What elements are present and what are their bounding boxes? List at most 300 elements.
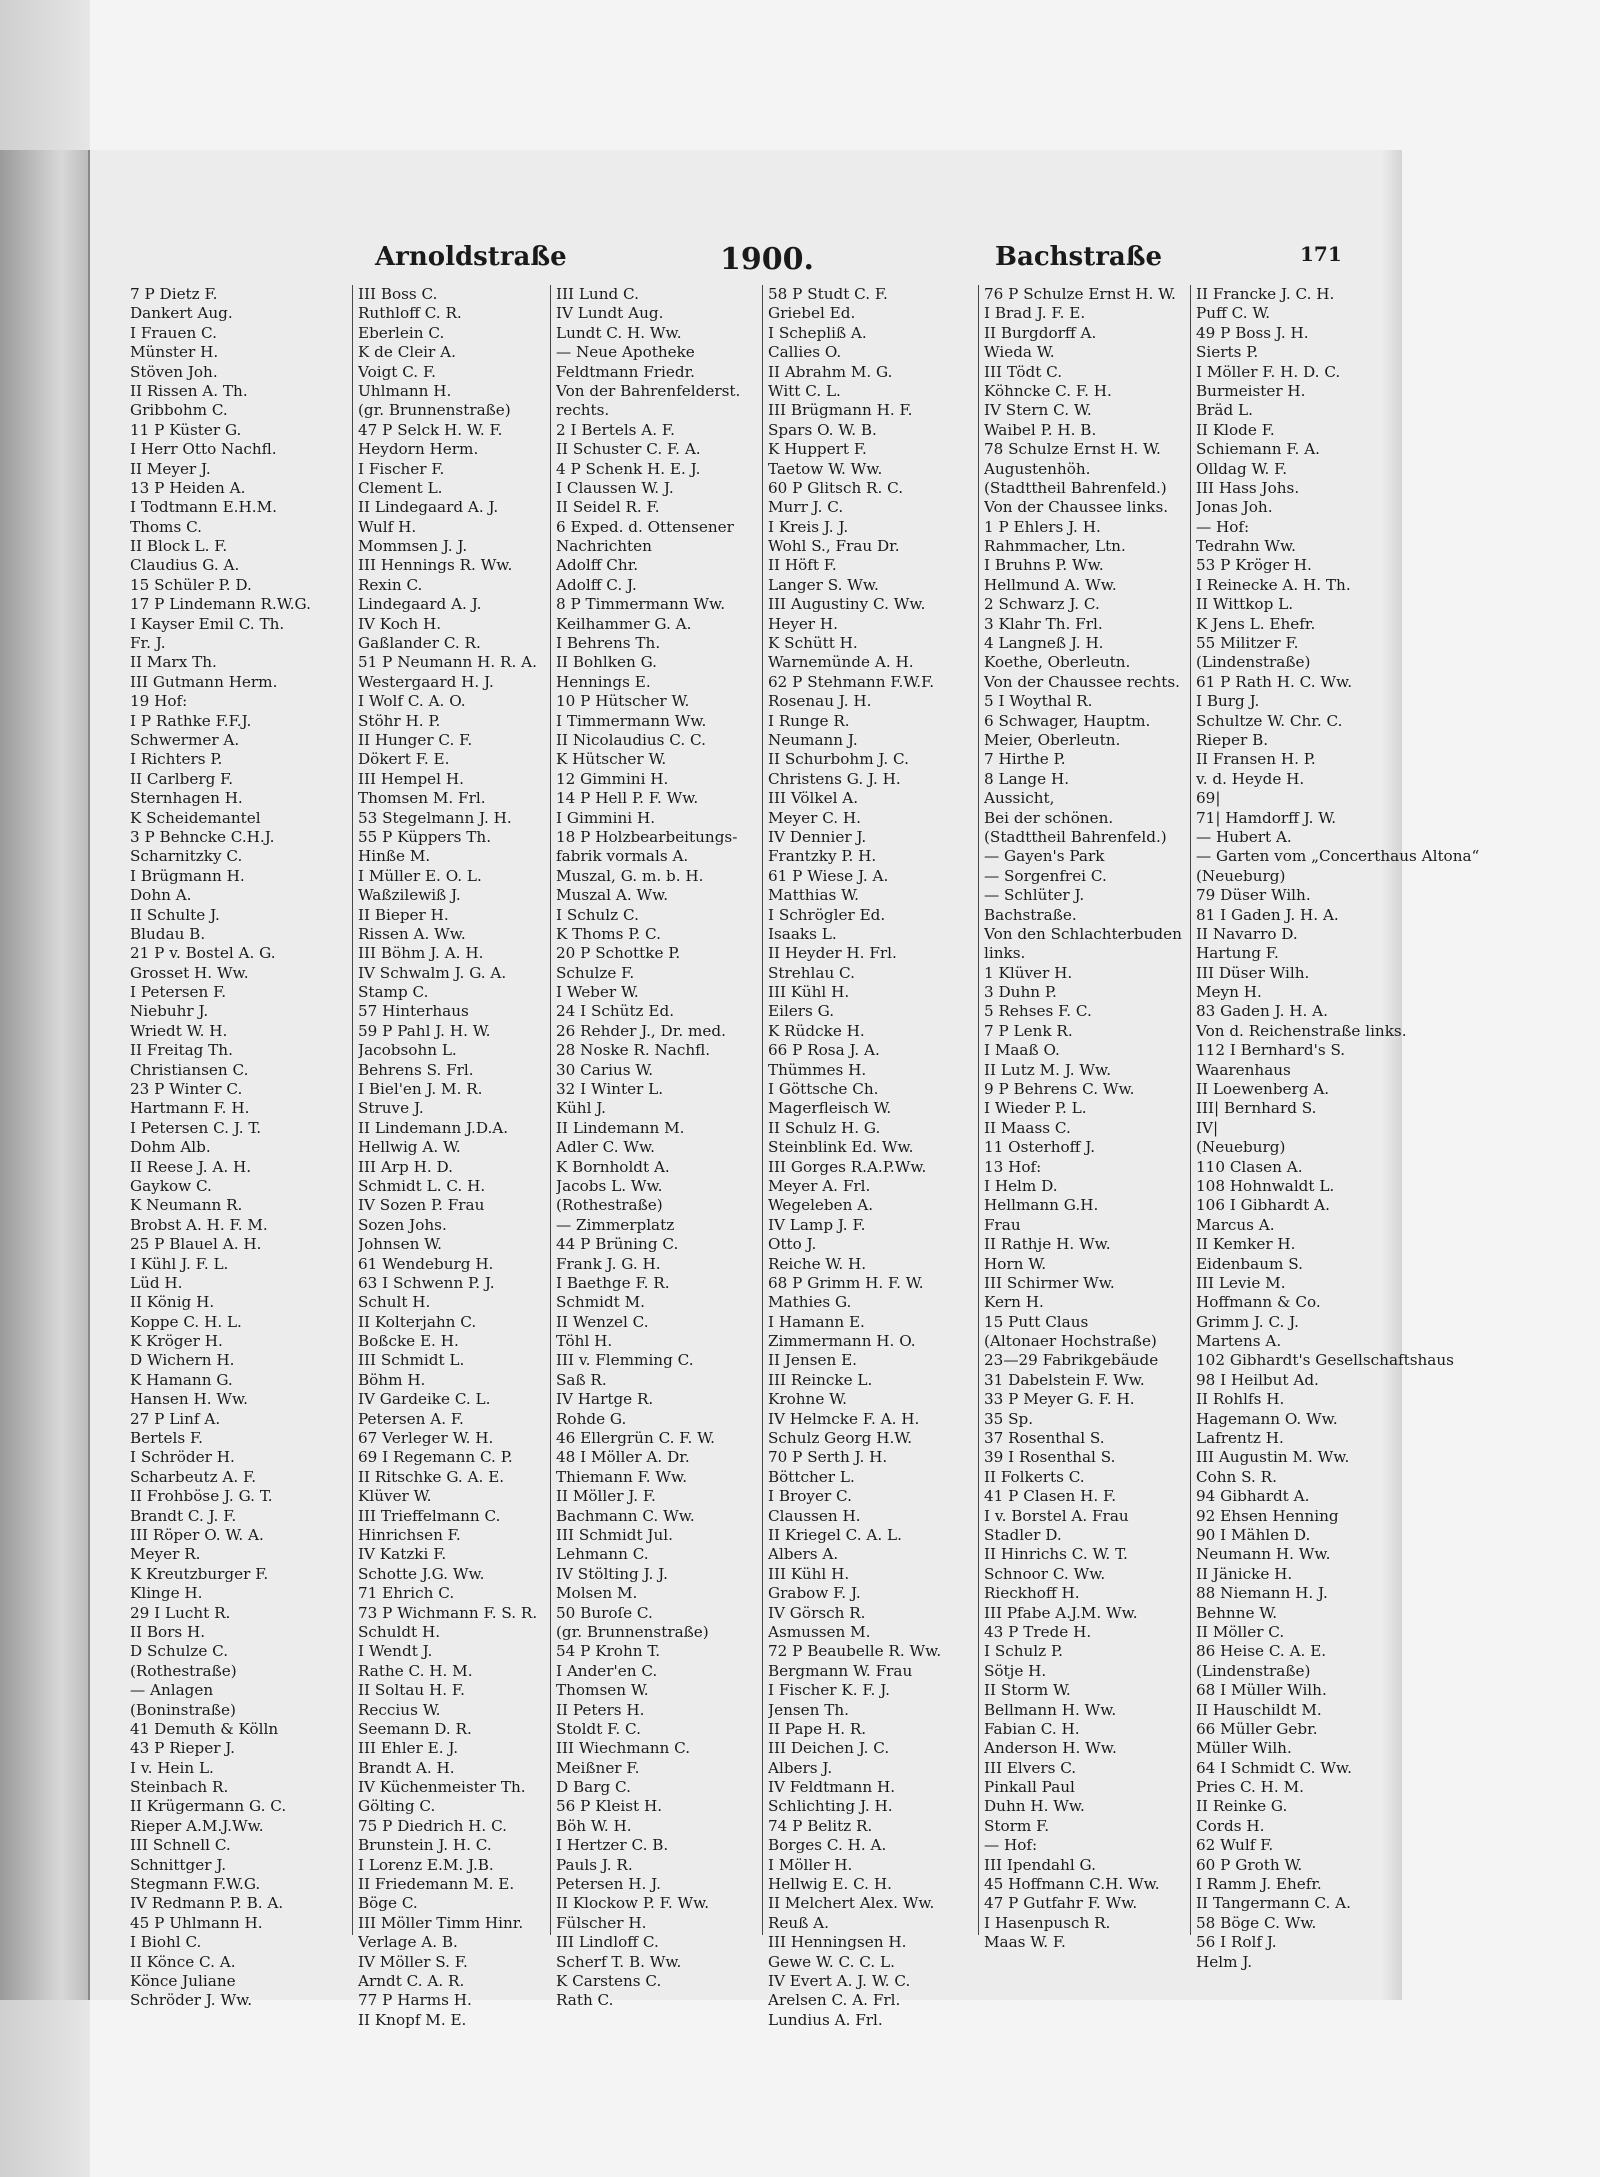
directory-entry: 10 P Hütscher W. <box>556 692 690 711</box>
directory-entry: Pinkall Paul <box>984 1778 1075 1797</box>
directory-entry: II Höft F. <box>768 556 837 575</box>
directory-entry: Hinrichsen F. <box>358 1526 461 1544</box>
directory-entry: Hellwig A. W. <box>358 1138 461 1157</box>
directory-entry: 33 P Meyer G. F. H. <box>984 1390 1135 1409</box>
directory-entry: II Navarro D. <box>1196 924 1298 943</box>
directory-entry: I Helm D. <box>984 1176 1058 1195</box>
directory-entry: 31 Dabelstein F. Ww. <box>984 1370 1145 1389</box>
directory-entry: III Möller Timm Hinr. <box>358 1913 524 1932</box>
directory-entry: II Hauschildt M. <box>1196 1700 1322 1719</box>
directory-entry: II Wittkop L. <box>1196 595 1294 614</box>
directory-entry: III Ipendahl G. <box>984 1855 1096 1874</box>
directory-entry: Lindegaard A. J. <box>358 595 482 614</box>
directory-entry: Christens G. J. H. <box>768 769 901 788</box>
directory-entry: Scharnitzky C. <box>130 847 243 866</box>
directory-entry: Hartmann F. H. <box>130 1099 250 1118</box>
directory-entry: III Lindloff C. <box>556 1933 659 1952</box>
directory-entry: 8 Lange H. <box>984 769 1070 788</box>
directory-entry: Schulze F. <box>556 963 635 982</box>
directory-entry: K Scheidemantel <box>130 808 261 827</box>
directory-entry: Christiansen C. <box>130 1060 249 1079</box>
directory-entry: II Marx Th. <box>130 653 217 672</box>
directory-entry: Müller Wilh. <box>1196 1739 1292 1758</box>
column-divider <box>978 285 979 1935</box>
directory-entry: Hoffmann & Co. <box>1196 1293 1321 1312</box>
directory-entry: II Block L. F. <box>130 537 228 556</box>
directory-entry: Schlichting J. H. <box>768 1797 893 1816</box>
directory-entry: III Schmidt L. <box>358 1351 465 1370</box>
directory-entry: III Pfabe A.J.M. Ww. <box>984 1603 1138 1622</box>
directory-entry: Brandt A. H. <box>358 1758 455 1777</box>
directory-entry: 7 P Lenk R. <box>984 1021 1073 1040</box>
directory-entry: Schröder J. Ww. <box>130 1991 253 2010</box>
directory-entry: 3 P Behncke C.H.J. <box>130 827 275 846</box>
directory-entry: Hellwig E. C. H. <box>768 1875 892 1894</box>
directory-entry: Frank J. G. H. <box>556 1254 661 1273</box>
directory-entry: (Boninstraße) <box>130 1700 236 1719</box>
directory-entry: I Brad J. F. E. <box>984 304 1086 323</box>
directory-entry: Dökert F. E. <box>358 750 450 769</box>
directory-entry: 108 Hohnwaldt L. <box>1196 1176 1335 1195</box>
directory-entry: IV Katzki F. <box>358 1545 447 1564</box>
directory-entry: Jonas Joh. <box>1196 498 1273 517</box>
directory-entry: III Kühl H. <box>768 1564 850 1583</box>
directory-entry: III| Bernhard S. <box>1196 1099 1317 1118</box>
directory-entry: II Hunger C. F. <box>358 730 473 749</box>
directory-entry: D Schulze C. <box>130 1642 229 1661</box>
directory-entry: I Fischer F. <box>358 459 445 478</box>
directory-entry: Grabow F. J. <box>768 1584 861 1603</box>
directory-entry: III Brügmann H. F. <box>768 401 913 420</box>
directory-entry: I Gimmini H. <box>556 808 656 827</box>
directory-entry: Clement L. <box>358 478 443 497</box>
column-3 <box>556 285 740 2011</box>
directory-entry: 2 I Bertels A. F. <box>556 420 675 439</box>
directory-entry: 11 Osterhoff J. <box>984 1138 1096 1157</box>
directory-entry: Bergmann W. Frau <box>768 1661 913 1680</box>
directory-entry: II Möller J. F. <box>556 1487 656 1506</box>
directory-entry: Steinbach R. <box>130 1778 229 1797</box>
directory-entry: 112 I Bernhard's S. <box>1196 1041 1346 1060</box>
directory-entry: Voigt C. F. <box>358 362 436 381</box>
directory-entry: Gewe W. C. C. L. <box>768 1952 895 1971</box>
header-right-street: Bachstraße <box>995 242 1163 272</box>
directory-entry: Aussicht, <box>984 789 1055 808</box>
directory-entry: II Jänicke H. <box>1196 1564 1293 1583</box>
directory-entry: II Bieper H. <box>358 905 449 924</box>
directory-entry: I Broyer C. <box>768 1487 852 1506</box>
directory-entry: II Rohlfs H. <box>1196 1390 1285 1409</box>
directory-entry: (Stadttheil Bahrenfeld.) <box>984 827 1167 846</box>
directory-entry: Stamp C. <box>358 983 429 1002</box>
column-1 <box>130 285 311 2011</box>
directory-entry: Lundius A. Frl. <box>768 2010 883 2029</box>
directory-entry: Koethe, Oberleutn. <box>984 653 1131 672</box>
directory-entry: I Schulz P. <box>984 1642 1063 1661</box>
directory-entry: Waßzilewiß J. <box>358 886 461 905</box>
directory-entry: — Neue Apotheke <box>556 343 695 362</box>
column-divider <box>550 285 551 1935</box>
directory-entry: 49 P Boss J. H. <box>1196 323 1309 342</box>
directory-entry: I Möller H. <box>768 1855 853 1874</box>
directory-entry: II Lindegaard A. J. <box>358 498 499 517</box>
directory-entry: Zimmermann H. O. <box>768 1332 916 1351</box>
directory-entry: Meißner F. <box>556 1758 640 1777</box>
directory-entry: Schwermer A. <box>130 730 240 749</box>
directory-entry: Nachrichten <box>556 537 652 556</box>
directory-entry: — Hubert A. <box>1196 827 1292 846</box>
directory-entry: 17 P Lindemann R.W.G. <box>130 595 311 614</box>
directory-entry: Matthias W. <box>768 886 859 905</box>
directory-entry: Cohn S. R. <box>1196 1467 1277 1486</box>
directory-entry: 83 Gaden J. H. A. <box>1196 1002 1328 1021</box>
directory-entry: Stöven Joh. <box>130 362 218 381</box>
directory-entry: Mathies G. <box>768 1293 852 1312</box>
directory-entry: II Reinke G. <box>1196 1797 1288 1816</box>
directory-entry: Asmussen M. <box>768 1622 871 1641</box>
directory-entry: 6 Schwager, Hauptm. <box>984 711 1151 730</box>
directory-entry: Fabian C. H. <box>984 1719 1080 1738</box>
directory-entry: II Loewenberg A. <box>1196 1080 1330 1099</box>
directory-entry: Steinblink Ed. Ww. <box>768 1138 914 1157</box>
directory-entry: (Altonaer Hochstraße) <box>984 1332 1157 1351</box>
directory-entry: II Rathje H. Ww. <box>984 1235 1111 1254</box>
directory-entry: Langer S. Ww. <box>768 575 879 594</box>
directory-entry: IV Gardeike C. L. <box>358 1390 491 1409</box>
directory-entry: (Rothestraße) <box>130 1661 237 1680</box>
directory-entry: Bachstraße. <box>984 905 1077 924</box>
directory-entry: 69 I Regemann C. P. <box>358 1448 513 1467</box>
directory-entry: 68 P Grimm H. F. W. <box>768 1273 924 1292</box>
directory-entry: Thomsen M. Frl. <box>358 789 486 808</box>
directory-entry: I Schröder H. <box>130 1448 235 1467</box>
directory-entry: Hinße M. <box>358 847 431 866</box>
directory-entry: 60 P Groth W. <box>1196 1855 1303 1874</box>
directory-entry: Murr J. C. <box>768 498 844 517</box>
directory-entry: I Weber W. <box>556 983 639 1002</box>
directory-entry: Heydorn Herm. <box>358 440 479 459</box>
directory-entry: 37 Rosenthal S. <box>984 1429 1105 1448</box>
directory-entry: 39 I Rosenthal S. <box>984 1448 1116 1467</box>
directory-entry: Brandt C. J. F. <box>130 1506 237 1525</box>
directory-entry: K de Cleir A. <box>358 343 456 362</box>
directory-entry: 92 Ehsen Henning <box>1196 1506 1339 1525</box>
directory-entry: I Kayser Emil C. Th. <box>130 614 285 633</box>
directory-entry: 3 Duhn P. <box>984 983 1057 1002</box>
directory-entry: 43 P Trede H. <box>984 1622 1092 1641</box>
directory-entry: II Lindemann M. <box>556 1118 685 1137</box>
directory-entry: 77 P Harms H. <box>358 1991 472 2010</box>
directory-entry: Westergaard H. J. <box>358 672 494 691</box>
directory-entry: Schotte J.G. Ww. <box>358 1564 485 1583</box>
directory-entry: 62 Wulf F. <box>1196 1836 1274 1855</box>
directory-entry: Brobst A. H. F. M. <box>130 1215 268 1234</box>
directory-entry: Reiche W. H. <box>768 1254 867 1273</box>
directory-entry: Waibel P. H. B. <box>984 420 1097 439</box>
directory-entry: Hellmund A. Ww. <box>984 575 1117 594</box>
directory-entry: IV Schwalm J. G. A. <box>358 963 507 982</box>
directory-entry: Meyn H. <box>1196 983 1262 1002</box>
directory-entry: Böh W. H. <box>556 1816 632 1835</box>
directory-entry: III Augustin M. Ww. <box>1196 1448 1350 1467</box>
directory-entry: 9 P Behrens C. Ww. <box>984 1080 1135 1099</box>
directory-entry: I Timmermann Ww. <box>556 711 707 730</box>
directory-entry: K Neumann R. <box>130 1196 243 1215</box>
directory-entry: II Könce C. A. <box>130 1952 236 1971</box>
directory-entry: Bachmann C. Ww. <box>556 1506 695 1525</box>
directory-entry: 54 P Krohn T. <box>556 1642 661 1661</box>
directory-entry: — Anlagen <box>130 1681 214 1700</box>
directory-entry: 58 Böge C. Ww. <box>1196 1913 1317 1932</box>
directory-entry: Magerfleisch W. <box>768 1099 892 1118</box>
directory-entry: III Lund C. <box>556 285 639 303</box>
directory-entry: 50 Buroſe C. <box>556 1603 653 1622</box>
directory-entry: II Kolterjahn C. <box>358 1312 477 1331</box>
directory-entry: Könce Juliane <box>130 1971 236 1990</box>
directory-entry: 102 Gibhardt's Gesellschaftshaus <box>1196 1351 1454 1370</box>
directory-entry: Bertels F. <box>130 1429 203 1448</box>
directory-entry: 45 Hoffmann C.H. Ww. <box>984 1875 1160 1894</box>
directory-entry: Böhm H. <box>358 1370 426 1389</box>
directory-entry: Thomsen W. <box>556 1681 649 1700</box>
directory-entry: v. d. Heyde H. <box>1196 769 1305 788</box>
directory-entry: 88 Niemann H. J. <box>1196 1584 1328 1603</box>
directory-entry: Hansen H. Ww. <box>130 1390 249 1409</box>
directory-entry: Eidenbaum S. <box>1196 1254 1303 1273</box>
directory-entry: Thoms C. <box>130 517 202 536</box>
directory-entry: IV Koch H. <box>358 614 442 633</box>
directory-entry: I Hamann E. <box>768 1312 865 1331</box>
directory-entry: 45 P Uhlmann H. <box>130 1913 263 1932</box>
directory-entry: — Sorgenfrei C. <box>984 866 1107 885</box>
directory-entry: I Schepliß A. <box>768 323 867 342</box>
directory-entry: IV Stern C. W. <box>984 401 1092 420</box>
directory-entry: Ruthloff C. R. <box>358 304 462 323</box>
directory-entry: Gribbohm C. <box>130 401 228 420</box>
directory-entry: III Augustiny C. Ww. <box>768 595 926 614</box>
directory-entry: 21 P v. Bostel A. G. <box>130 944 276 963</box>
directory-entry: Gaßlander C. R. <box>358 634 481 653</box>
directory-entry: K Hamann G. <box>130 1370 233 1389</box>
directory-entry: 4 Langneß J. H. <box>984 634 1104 653</box>
directory-entry: I Petersen F. <box>130 983 227 1002</box>
directory-entry: (Stadttheil Bahrenfeld.) <box>984 478 1167 497</box>
directory-entry: Wieda W. <box>984 343 1055 362</box>
directory-entry: Lüd H. <box>130 1273 183 1292</box>
column-4 <box>768 285 941 2030</box>
directory-entry: III Gorges R.A.P.Ww. <box>768 1157 927 1176</box>
directory-entry: 48 I Möller A. Dr. <box>556 1448 690 1467</box>
directory-entry: II Reese J. A. H. <box>130 1157 252 1176</box>
directory-entry: Von der Chaussee links. <box>984 498 1169 517</box>
directory-entry: II Knopf M. E. <box>358 2010 467 2029</box>
directory-entry: Claussen H. <box>768 1506 861 1525</box>
directory-entry: II Klockow P. F. Ww. <box>556 1894 710 1913</box>
directory-entry: Feldtmann Friedr. <box>556 362 696 381</box>
directory-entry: (Lindenstraße) <box>1196 1661 1311 1680</box>
directory-entry: 69| <box>1196 789 1221 808</box>
page-number: 171 <box>1300 242 1342 266</box>
directory-entry: II Klode F. <box>1196 420 1275 439</box>
column-divider <box>352 285 353 1935</box>
directory-entry: Bellmann H. Ww. <box>984 1700 1117 1719</box>
directory-entry: K Kreutzburger F. <box>130 1564 269 1583</box>
directory-entry: III Hennings R. Ww. <box>358 556 513 575</box>
directory-entry: Neumann H. Ww. <box>1196 1545 1331 1564</box>
directory-entry: 13 Hof: <box>984 1157 1042 1176</box>
directory-entry: III Henningsen H. <box>768 1933 907 1952</box>
directory-entry: Böttcher L. <box>768 1467 855 1486</box>
directory-entry: Scherf T. B. Ww. <box>556 1952 682 1971</box>
directory-entry: Rosenau J. H. <box>768 692 872 711</box>
directory-entry: 76 P Schulze Ernst H. W. <box>984 285 1176 303</box>
directory-entry: Schmidt M. <box>556 1293 645 1312</box>
directory-entry: III Wiechmann C. <box>556 1739 691 1758</box>
directory-entry: II Pape H. R. <box>768 1719 867 1738</box>
directory-entry: Keilhammer G. A. <box>556 614 692 633</box>
directory-entry: Wulf H. <box>358 517 417 536</box>
directory-entry: Maas W. F. <box>984 1933 1066 1952</box>
directory-entry: I Müller E. O. L. <box>358 866 482 885</box>
directory-entry: Schnoor C. Ww. <box>984 1564 1106 1583</box>
directory-entry: IV Lundt Aug. <box>556 304 664 323</box>
directory-entry: Stoldt F. C. <box>556 1719 641 1738</box>
directory-entry: Fr. J. <box>130 634 166 653</box>
directory-entry: 7 Hirthe P. <box>984 750 1066 769</box>
directory-entry: Dohm Alb. <box>130 1138 211 1157</box>
directory-entry: Seemann D. R. <box>358 1719 472 1738</box>
directory-entry: I Herr Otto Nachfl. <box>130 440 277 459</box>
directory-entry: Bräd L. <box>1196 401 1253 420</box>
directory-entry: (gr. Brunnenstraße) <box>556 1622 709 1641</box>
directory-entry: 51 P Neumann H. R. A. <box>358 653 537 672</box>
directory-entry: Pries C. H. M. <box>1196 1778 1304 1797</box>
directory-entry: 66 Müller Gebr. <box>1196 1719 1318 1738</box>
directory-entry: Thümmes H. <box>768 1060 867 1079</box>
directory-entry: Behrens S. Frl. <box>358 1060 474 1079</box>
directory-entry: Grimm J. C. J. <box>1196 1312 1299 1331</box>
directory-entry: III v. Flemming C. <box>556 1351 694 1370</box>
directory-entry: 20 P Schottke P. <box>556 944 681 963</box>
directory-entry: 47 P Gutfahr F. Ww. <box>984 1894 1138 1913</box>
directory-entry: Horn W. <box>984 1254 1047 1273</box>
directory-entry: Hennings E. <box>556 672 651 691</box>
directory-entry: II Bors H. <box>130 1622 206 1641</box>
directory-entry: Rissen A. Ww. <box>358 924 466 943</box>
directory-entry: Neumann J. <box>768 730 858 749</box>
directory-entry: IV Hartge R. <box>556 1390 654 1409</box>
directory-entry: Heyer H. <box>768 614 838 633</box>
directory-entry: Koppe C. H. L. <box>130 1312 242 1331</box>
directory-entry: IV Stölting J. J. <box>556 1564 668 1583</box>
directory-entry: 5 I Woythal R. <box>984 692 1093 711</box>
directory-entry: — Zimmerplatz <box>556 1215 675 1234</box>
directory-entry: 70 P Serth J. H. <box>768 1448 888 1467</box>
directory-entry: Verlage A. B. <box>358 1933 458 1952</box>
directory-entry: I Ander'en C. <box>556 1661 658 1680</box>
directory-entry: Jacobs L. Ww. <box>556 1176 663 1195</box>
directory-entry: 5 Rehses F. C. <box>984 1002 1092 1021</box>
directory-entry: II Krügermann G. C. <box>130 1797 287 1816</box>
directory-entry: I Hasenpusch R. <box>984 1913 1111 1932</box>
directory-entry: 29 I Lucht R. <box>130 1603 231 1622</box>
directory-entry: Rathe C. H. M. <box>358 1661 473 1680</box>
directory-entry: II Hinrichs C. W. T. <box>984 1545 1128 1564</box>
directory-entry: Adler C. Ww. <box>556 1138 655 1157</box>
directory-entry: I Biel'en J. M. R. <box>358 1080 483 1099</box>
directory-entry: II Carlberg F. <box>130 769 234 788</box>
directory-entry: I Kreis J. J. <box>768 517 849 536</box>
directory-entry: 55 P Küppers Th. <box>358 827 492 846</box>
directory-entry: I Kühl J. F. L. <box>130 1254 229 1273</box>
directory-entry: Jensen Th. <box>768 1700 849 1719</box>
directory-entry: III Elvers C. <box>984 1758 1077 1777</box>
directory-entry: Adolff C. J. <box>556 575 637 594</box>
directory-entry: Schulz Georg H.W. <box>768 1429 913 1448</box>
directory-entry: I v. Borstel A. Frau <box>984 1506 1129 1525</box>
directory-entry: Grosset H. Ww. <box>130 963 249 982</box>
directory-entry: links. <box>984 944 1026 963</box>
directory-entry: 68 I Müller Wilh. <box>1196 1681 1327 1700</box>
directory-entry: II Seidel R. F. <box>556 498 660 517</box>
directory-entry: II Friedemann M. E. <box>358 1875 515 1894</box>
directory-entry: K Schütt H. <box>768 634 858 653</box>
directory-entry: III Trieffelmann C. <box>358 1506 501 1525</box>
directory-entry: Klüver W. <box>358 1487 432 1506</box>
directory-entry: II Schurbohm J. C. <box>768 750 909 769</box>
directory-entry: Bludau B. <box>130 924 206 943</box>
directory-entry: 56 P Kleist H. <box>556 1797 663 1816</box>
directory-entry: (gr. Brunnenstraße) <box>358 401 511 420</box>
directory-entry: Reccius W. <box>358 1700 441 1719</box>
directory-entry: I Petersen C. J. T. <box>130 1118 262 1137</box>
directory-entry: — Garten vom „Concerthaus Altona“ <box>1196 847 1480 866</box>
directory-entry: I Reinecke A. H. Th. <box>1196 575 1351 594</box>
directory-entry: I Lorenz E.M. J.B. <box>358 1855 494 1874</box>
directory-entry: III Völkel A. <box>768 789 859 808</box>
directory-entry: I Ramm J. Ehefr. <box>1196 1875 1322 1894</box>
directory-entry: III Levie M. <box>1196 1273 1286 1292</box>
directory-entry: 98 I Heilbut Ad. <box>1196 1370 1319 1389</box>
directory-entry: 71| Hamdorff J. W. <box>1196 808 1337 827</box>
directory-entry: K Thoms P. C. <box>556 924 661 943</box>
directory-entry: IV Feldtmann H. <box>768 1778 896 1797</box>
directory-entry: II Melchert Alex. Ww. <box>768 1894 935 1913</box>
directory-entry: 61 Wendeburg H. <box>358 1254 494 1273</box>
directory-entry: II Burgdorff A. <box>984 323 1097 342</box>
directory-entry: II Lindemann J.D.A. <box>358 1118 509 1137</box>
directory-entry: Sozen Johs. <box>358 1215 447 1234</box>
directory-entry: III Ehler E. J. <box>358 1739 459 1758</box>
directory-entry: I Brügmann H. <box>130 866 245 885</box>
directory-entry: Rieper A.M.J.Ww. <box>130 1816 264 1835</box>
directory-entry: 79 Düser Wilh. <box>1196 886 1311 905</box>
directory-entry: 28 Noske R. Nachfl. <box>556 1041 711 1060</box>
directory-entry: 15 Putt Claus <box>984 1312 1089 1331</box>
directory-entry: 94 Gibhardt A. <box>1196 1487 1310 1506</box>
directory-entry: 55 Militzer F. <box>1196 634 1299 653</box>
directory-entry: II Jensen E. <box>768 1351 857 1370</box>
directory-entry: — Schlüter J. <box>984 886 1085 905</box>
directory-entry: Spars O. W. B. <box>768 420 877 439</box>
directory-entry: Lehmann C. <box>556 1545 649 1564</box>
directory-entry: Von der Bahrenfelderst. <box>556 381 741 400</box>
directory-entry: fabrik vormals A. <box>556 847 689 866</box>
directory-entry: 74 P Belitz R. <box>768 1816 873 1835</box>
directory-entry: 8 P Timmermann Ww. <box>556 595 726 614</box>
directory-entry: Bei der schönen. <box>984 808 1114 827</box>
directory-entry: II Ritschke G. A. E. <box>358 1467 505 1486</box>
